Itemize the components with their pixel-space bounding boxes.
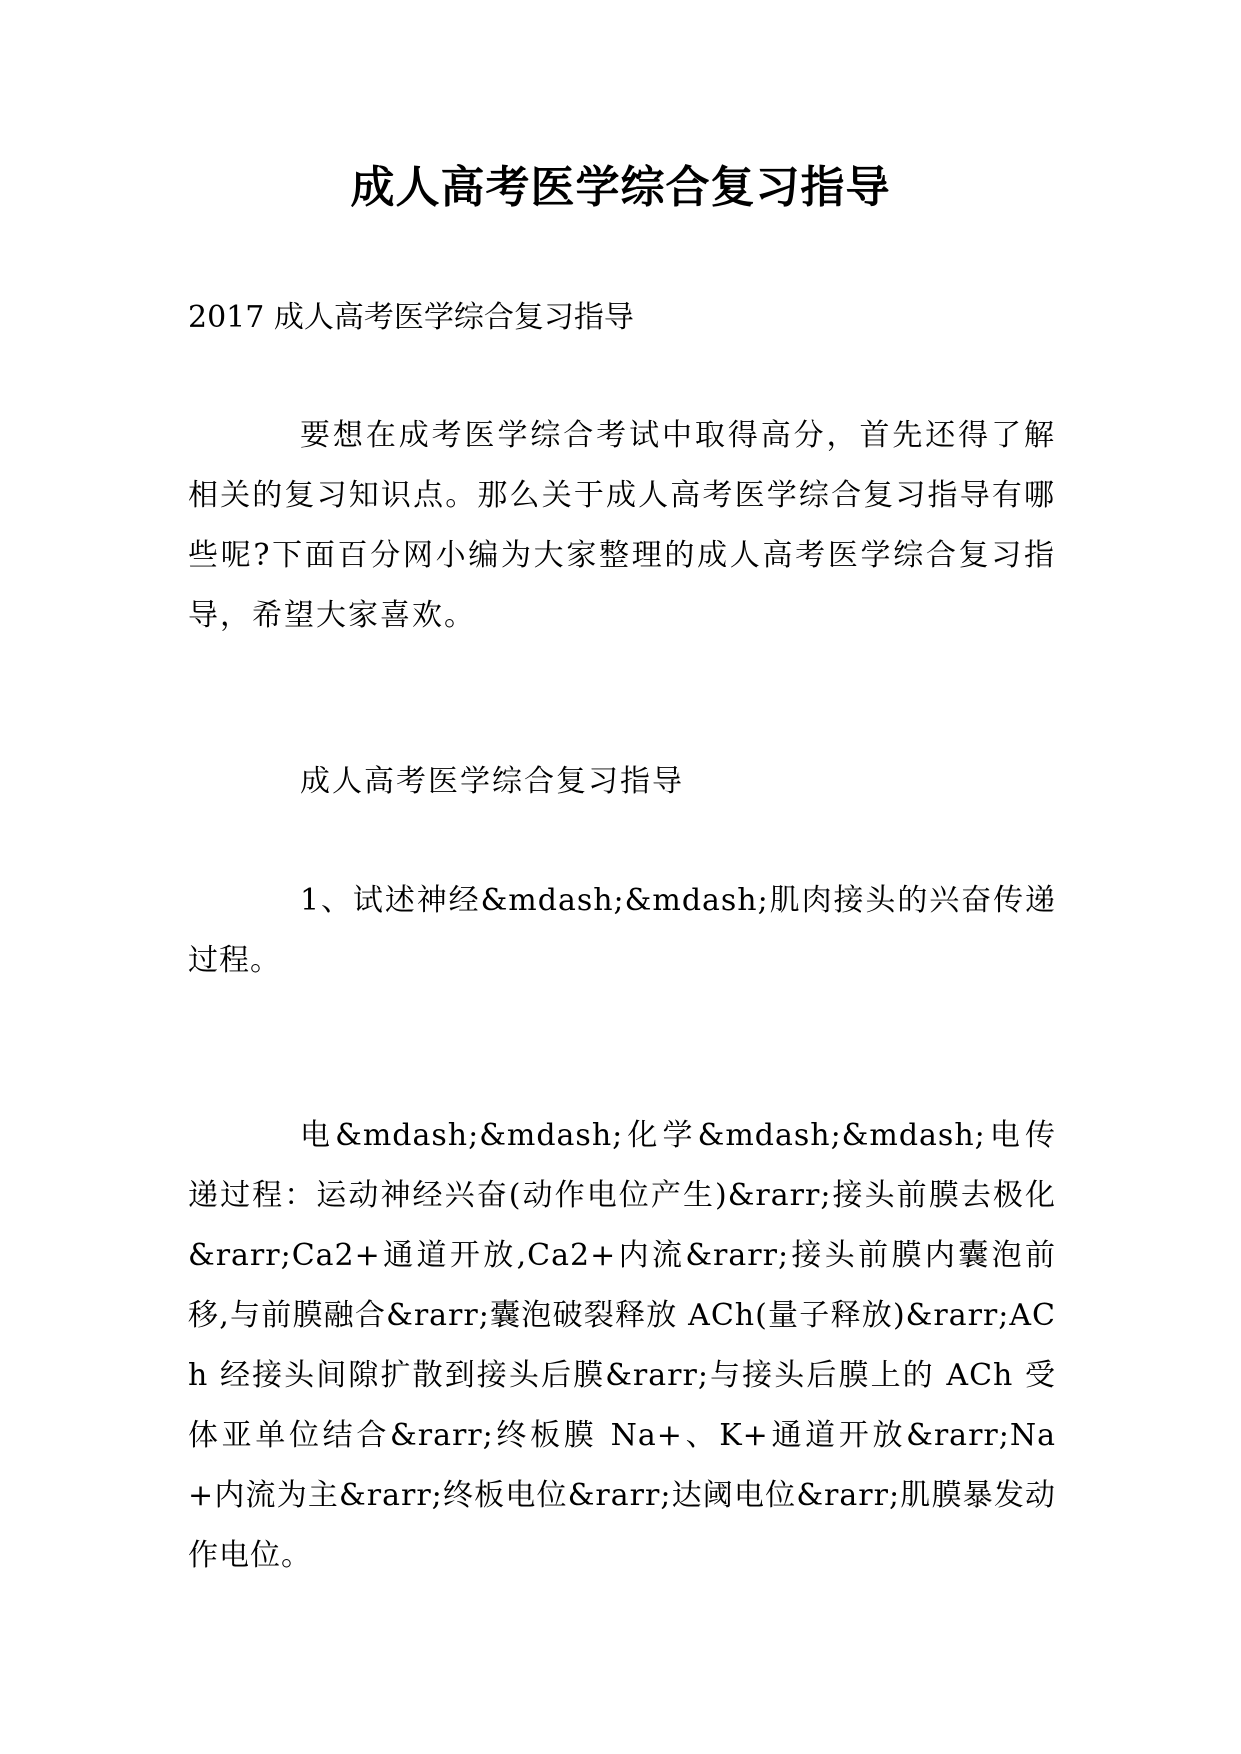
question-paragraph: 1、试述神经&mdash;&mdash;肌肉接头的兴奋传递过程。 — [188, 883, 1056, 978]
intro-paragraph: 要想在成考医学综合考试中取得高分，首先还得了解相关的复习知识点。那么关于成人高考医学综合复习指导有哪些呢?下面百分网小编为大家整理的成人高考医学综合复习指导，希望大家喜欢。 — [188, 418, 1056, 633]
document-title: 成人高考医学综合复习指导 — [350, 162, 891, 213]
answer-paragraph: 电&mdash;&mdash;化学&mdash;&mdash;电传递过程：运动神经兴奋(动作电位产生)&rarr;接头前膜去极化&rarr;Ca2+通道开放,Ca2+内流&rarr;接头前膜内囊泡前移,与前膜融合&rarr;囊泡破裂释放 ACh(量子释放)&rarr;ACh 经接头间隙扩散到接头后膜&rarr;与接头后膜上的 ACh 受体亚单位结合&rarr;终板膜 Na+、K+通道开放&rarr;Na+内流为主&rarr;终板电位&rarr;达阈电位&rarr;肌膜暴发动作电位。 — [188, 1118, 1056, 1573]
document-subtitle: 2017 成人高考医学综合复习指导 — [188, 300, 634, 335]
section-heading: 成人高考医学综合复习指导 — [300, 764, 684, 799]
